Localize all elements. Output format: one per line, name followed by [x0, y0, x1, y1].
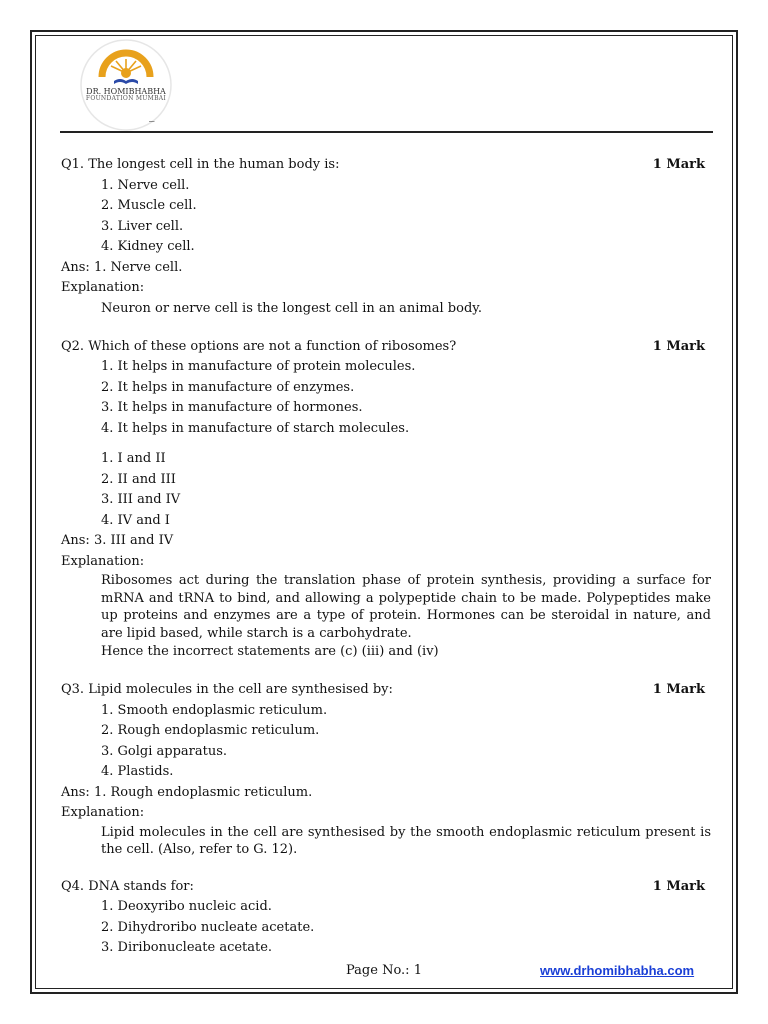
statement-item: 2. It helps in manufacture of enzymes. — [101, 379, 355, 395]
logo-subtitle: FOUNDATION MUMBAI — [85, 95, 167, 102]
option-item: 3. Liver cell. — [101, 218, 184, 234]
answer-text: Ans: 1. Rough endoplasmic reticulum. — [61, 784, 313, 800]
explanation-label: Explanation: — [61, 553, 145, 569]
option-item: 4. Kidney cell. — [101, 239, 195, 254]
marks-label: 1 Mark — [652, 338, 705, 354]
question-text: Q1. The longest cell in the human body is: — [61, 157, 340, 172]
website-link[interactable]: www.drhomibhabha.com — [540, 963, 695, 978]
explanation-text: Lipid molecules in the cell are synthesised by the smooth endoplasmic reticulum present is the cell. (Also, refer to G. 12). — [101, 824, 711, 857]
option-item: 2. Muscle cell. — [101, 198, 197, 213]
question-text: Q3. Lipid molecules in the cell are synthesised by: — [61, 682, 393, 697]
option-item: 3. III and IV — [101, 492, 181, 507]
explanation-label: Explanation: — [61, 805, 145, 820]
option-item: 4. Plastids. — [101, 764, 174, 779]
logo-emblem-icon — [70, 37, 182, 133]
answer-text: Ans: 1. Nerve cell. — [61, 259, 183, 275]
option-item: 3. Diribonucleate acetate. — [101, 940, 273, 955]
explanation-conclusion: Hence the incorrect statements are (c) (iii) and (iv) — [101, 644, 439, 659]
explanation-text: Neuron or nerve cell is the longest cell in an animal body. — [101, 300, 483, 316]
marks-label: 1 Mark — [652, 157, 705, 172]
question-text: Q4. DNA stands for: — [61, 878, 194, 894]
option-item: 1. Smooth endoplasmic reticulum. — [101, 702, 328, 718]
question-1-header — [61, 155, 711, 176]
page-number: Page No.: 1 — [346, 963, 422, 978]
option-item: 4. IV and I — [101, 512, 170, 528]
header-divider — [60, 131, 713, 133]
option-item: 1. Deoxyribo nucleic acid. — [101, 899, 272, 914]
option-item: 2. II and III — [101, 471, 176, 487]
question-2-header — [61, 337, 711, 358]
answer-text: Ans: 3. III and IV — [61, 533, 174, 548]
option-item: 3. Golgi apparatus. — [101, 743, 228, 759]
marks-label: 1 Mark — [652, 878, 705, 894]
explanation-text: Ribosomes act during the translation phase of protein synthesis, providing a surface for mRNA and tRNA to bind, and allowing a polypeptide chain to be made. Polypeptides make up proteins and enzymes are a type of protein. Hormones can be steroidal in nature, and are lipid based, while starch is a carbohydrate. — [101, 573, 711, 641]
option-item: 2. Dihydroribo nucleate acetate. — [101, 919, 315, 935]
question-text: Q2. Which of these options are not a function of ribosomes? — [61, 338, 457, 354]
marks-label: 1 Mark — [652, 682, 705, 697]
option-item: 1. I and II — [101, 451, 166, 466]
question-4-header — [61, 877, 711, 898]
statement-item: 4. It helps in manufacture of starch molecules. — [101, 420, 410, 436]
question-content — [61, 155, 711, 959]
logo-title: DR. HOMIBHABHA — [86, 87, 166, 96]
foundation-logo — [70, 37, 182, 133]
statement-item: 1. It helps in manufacture of protein molecules. — [101, 359, 416, 374]
option-item: 1. Nerve cell. — [101, 177, 190, 193]
question-3-header — [61, 680, 711, 701]
option-item: 2. Rough endoplasmic reticulum. — [101, 723, 320, 738]
explanation-label: Explanation: — [61, 280, 145, 295]
logo-mark: _ — [149, 109, 155, 122]
statement-item: 3. It helps in manufacture of hormones. — [101, 400, 363, 415]
